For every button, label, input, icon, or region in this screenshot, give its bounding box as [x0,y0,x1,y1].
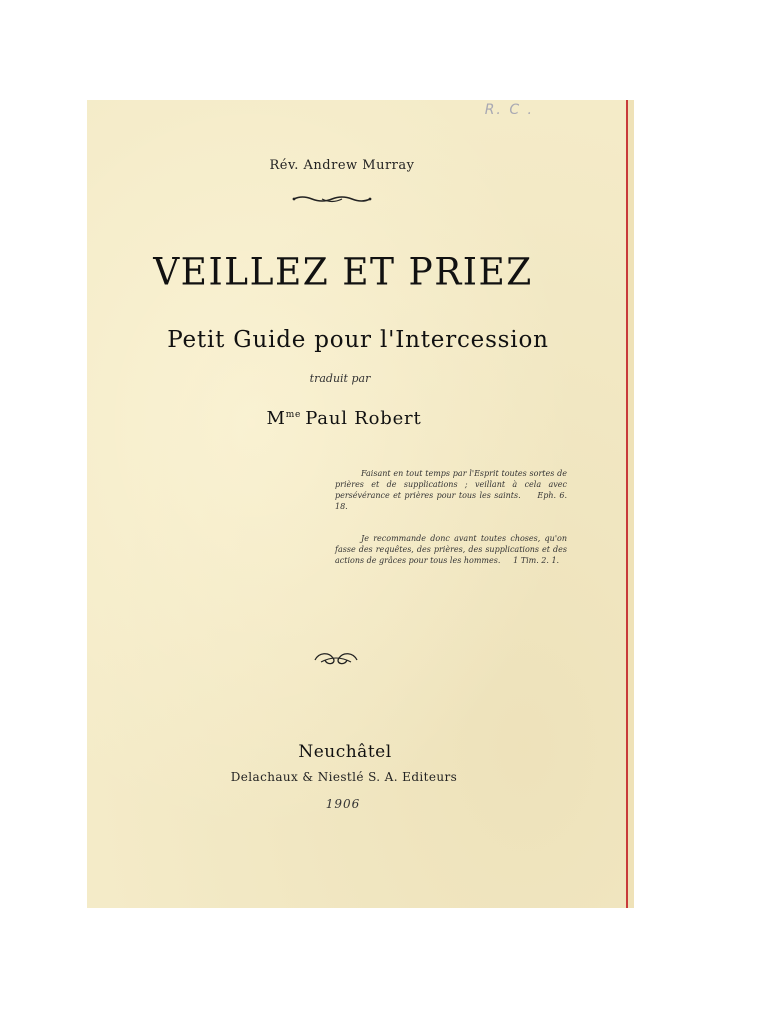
translator-surname: Paul Robert [305,408,422,429]
publication-city: Neuchâtel [298,742,392,762]
epigraph-1-text: Faisant en tout temps par l'Esprit toutes sortes de prières et de supplications ; veillant à cela avec persévérance et prières pour tous les saints. [335,469,567,500]
divider-ornament-icon [292,193,372,205]
translated-by-label: traduit par [309,372,371,385]
publication-year: 1906 [325,797,361,811]
pencil-note: R. C . [484,102,534,118]
book-subtitle: Petit Guide pour l'Intercession [167,327,549,353]
author-name: Rév. Andrew Murray [269,158,415,173]
translator-prefix: M [266,408,286,429]
title-page [87,100,634,908]
publisher-name: Delachaux & Niestlé S. A. Editeurs [230,770,458,784]
flourish-ornament-icon [311,650,361,666]
epigraph-2-ref: 1 Tim. 2. 1. [513,556,560,565]
epigraph-2-text: Je recommande donc avant toutes choses, qu'on fasse des requêtes, des prières, des supplications et des actions de grâces pour tous les hommes. [335,534,567,565]
page-edge-outer [628,100,634,908]
epigraph-1-ref: Eph. 6. 18. [335,491,567,511]
translator-sup: me [285,410,302,420]
translator-name [87,408,601,429]
epigraph-ephesians [335,468,567,512]
epigraph-timothy [335,533,567,566]
red-page-edge [626,100,628,908]
book-title: VEILLEZ ET PRIEZ [153,250,533,295]
